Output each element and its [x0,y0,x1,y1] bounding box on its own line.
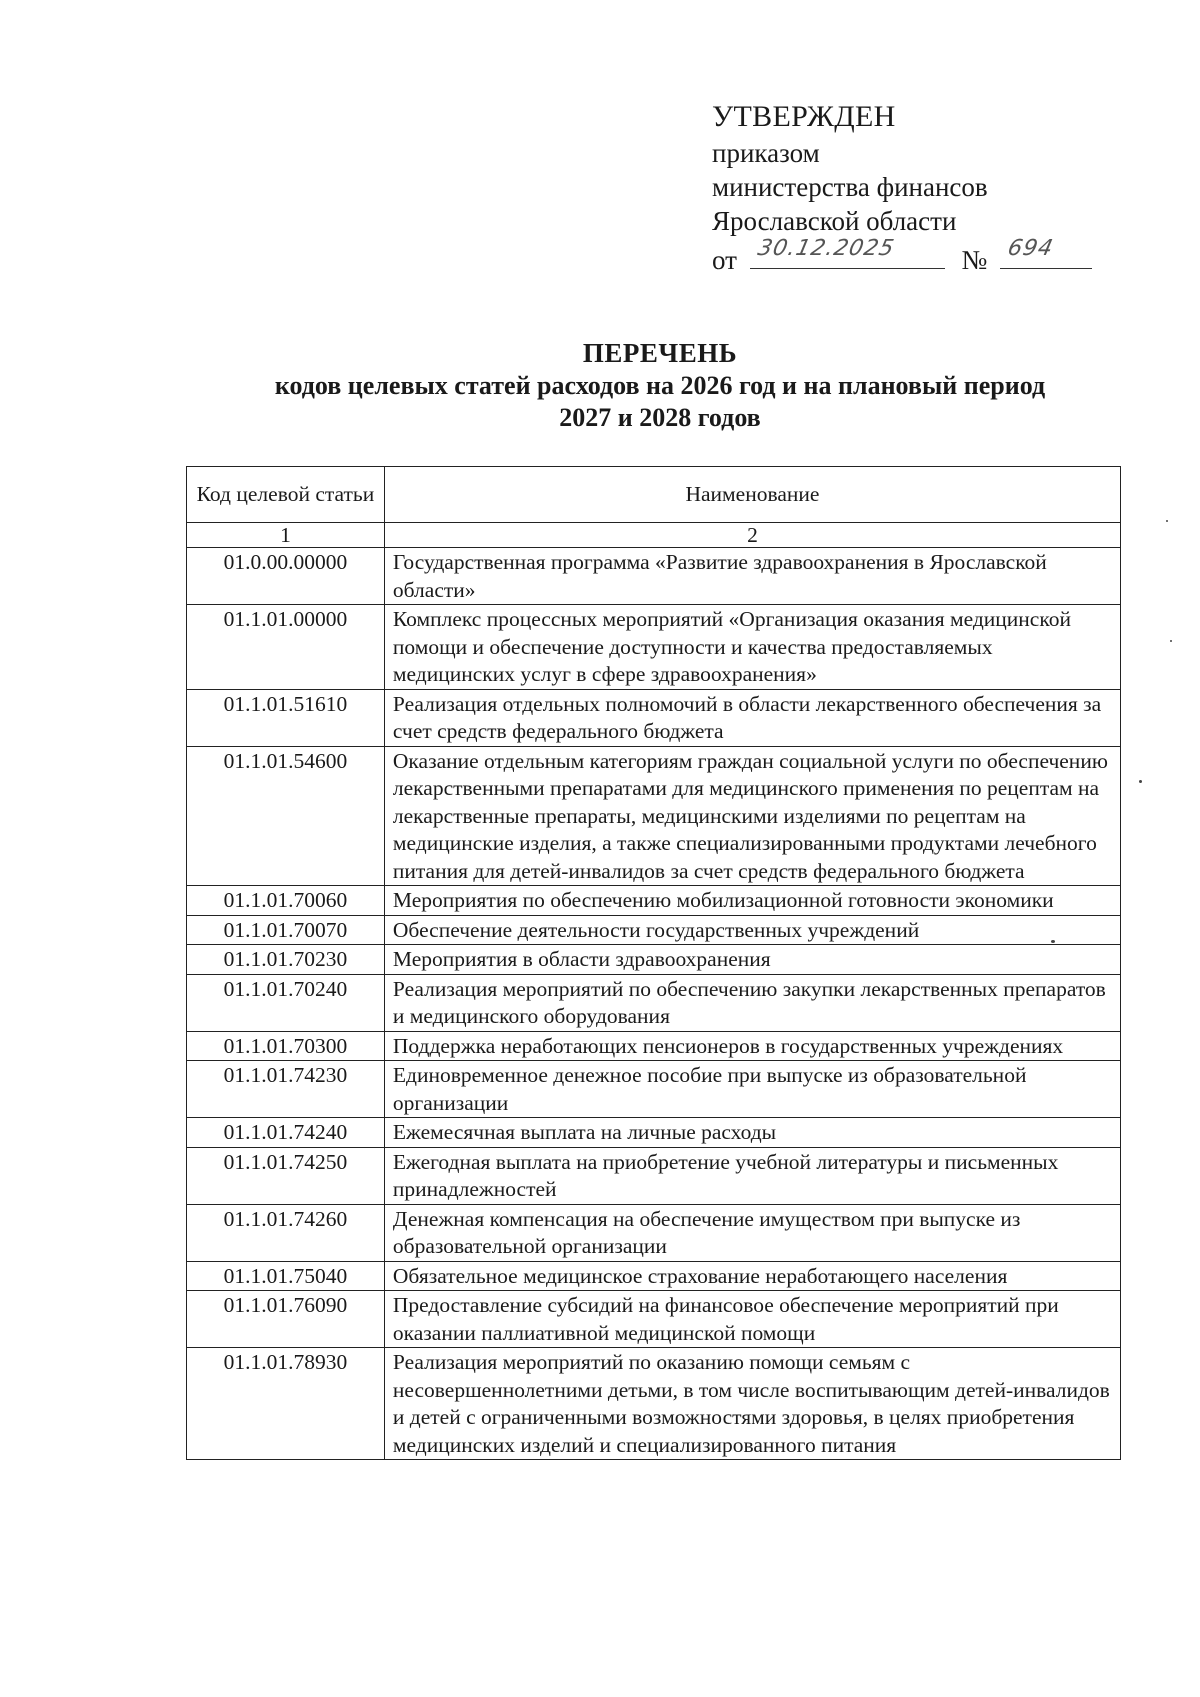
table-row [187,1118,1121,1148]
row-code: 01.1.01.00000 [187,605,385,690]
table-row [187,1031,1121,1061]
row-name: Единовременное денежное пособие при выпуске из образовательной организации [384,1061,1120,1118]
row-code: 01.0.00.00000 [187,548,385,605]
row-name: Ежемесячная выплата на личные расходы [384,1118,1120,1148]
table-row [187,1348,1121,1460]
document-subtitle-line2: 2027 и 2028 годов [559,403,761,432]
row-code: 01.1.01.74260 [187,1204,385,1261]
row-code: 01.1.01.76090 [187,1291,385,1348]
table-row [187,945,1121,975]
row-name: Комплекс процессных мероприятий «Организация оказания медицинской помощи и обеспечение доступности и качества предоставляемых медицинских услуг в сфере здравоохранения» [384,605,1120,690]
row-name: Предоставление субсидий на финансовое обеспечение мероприятий при оказании паллиативной медицинской помощи [384,1291,1120,1348]
row-name: Денежная компенсация на обеспечение имуществом при выпуске из образовательной организации [384,1204,1120,1261]
row-code: 01.1.01.75040 [187,1261,385,1291]
table-body [187,548,1121,1460]
approval-title: УТВЕРЖДЕН [712,100,896,133]
row-name: Мероприятия по обеспечению мобилизационной готовности экономики [384,886,1120,916]
table-row [187,746,1121,886]
table-row [187,1061,1121,1118]
header-name: Наименование [384,467,1120,523]
approval-date-number-row [712,238,1092,277]
table-row [187,605,1121,690]
column-number-1: 1 [187,523,385,548]
row-code: 01.1.01.51610 [187,689,385,746]
row-code: 01.1.01.74240 [187,1118,385,1148]
document-heading [170,336,1150,434]
row-name: Поддержка неработающих пенсионеров в государственных учреждениях [384,1031,1120,1061]
date-label: от [712,245,737,275]
row-name: Реализация мероприятий по оказанию помощи семьям с несовершеннолетними детьми, в том числе воспитывающим детей-инвалидов и детей с ограниченными возможностями здоровья, в целях приобретения медицинских изделий и специализированного питания [384,1348,1120,1460]
handwritten-date: 30.12.2025 [755,236,897,261]
header-code: Код целевой статьи [187,467,385,523]
table-row [187,886,1121,916]
table-row [187,548,1121,605]
row-name: Реализация мероприятий по обеспечению закупки лекарственных препаратов и медицинского оборудования [384,974,1120,1031]
row-code: 01.1.01.70240 [187,974,385,1031]
row-name: Обеспечение деятельности государственных учреждений [384,915,1120,945]
row-name: Обязательное медицинское страхование неработающего населения [384,1261,1120,1291]
row-name: Оказание отдельным категориям граждан социальной услуги по обеспечению лекарственными препаратами для медицинского применения по рецептам на лекарственные препараты, медицинскими изделиями по рецептам на медицинские изделия, а также специализированными продуктами лечебного питания для детей-инвалидов за счет средств федерального бюджета [384,746,1120,886]
table-row [187,1291,1121,1348]
scan-speck [1166,520,1168,522]
table-row [187,689,1121,746]
row-code: 01.1.01.70070 [187,915,385,945]
row-name: Реализация отдельных полномочий в области лекарственного обеспечения за счет средств федерального бюджета [384,689,1120,746]
table-row [187,915,1121,945]
scan-speck [1170,640,1172,642]
document-title: ПЕРЕЧЕНЬ [582,338,738,368]
row-name: Государственная программа «Развитие здравоохранения в Ярославской области» [384,548,1120,605]
table-row [187,1261,1121,1291]
scan-speck [1051,940,1055,943]
date-field [750,238,945,269]
row-code: 01.1.01.74250 [187,1147,385,1204]
table-column-number-row [187,523,1121,548]
row-code: 01.1.01.70300 [187,1031,385,1061]
number-field [1000,238,1092,269]
row-code: 01.1.01.54600 [187,746,385,886]
number-label: № [961,245,988,275]
document-subtitle-line1: кодов целевых статей расходов на 2026 год и на плановый период [274,371,1046,400]
row-code: 01.1.01.78930 [187,1348,385,1460]
codes-table [186,466,1121,1460]
row-code: 01.1.01.70060 [187,886,385,916]
table-row [187,974,1121,1031]
approval-line-region: Ярославской области [712,206,957,236]
row-name: Ежегодная выплата на приобретение учебной литературы и письменных принадлежностей [384,1147,1120,1204]
approval-line-order: приказом [712,138,820,168]
table-row [187,1147,1121,1204]
approval-line-ministry: министерства финансов [712,172,988,202]
approval-block [712,98,1092,277]
row-code: 01.1.01.74230 [187,1061,385,1118]
table-header-row [187,467,1121,523]
handwritten-number: 694 [1005,236,1056,261]
row-code: 01.1.01.70230 [187,945,385,975]
table-row [187,1204,1121,1261]
row-name: Мероприятия в области здравоохранения [384,945,1120,975]
column-number-2: 2 [384,523,1120,548]
scan-speck [1139,780,1142,783]
